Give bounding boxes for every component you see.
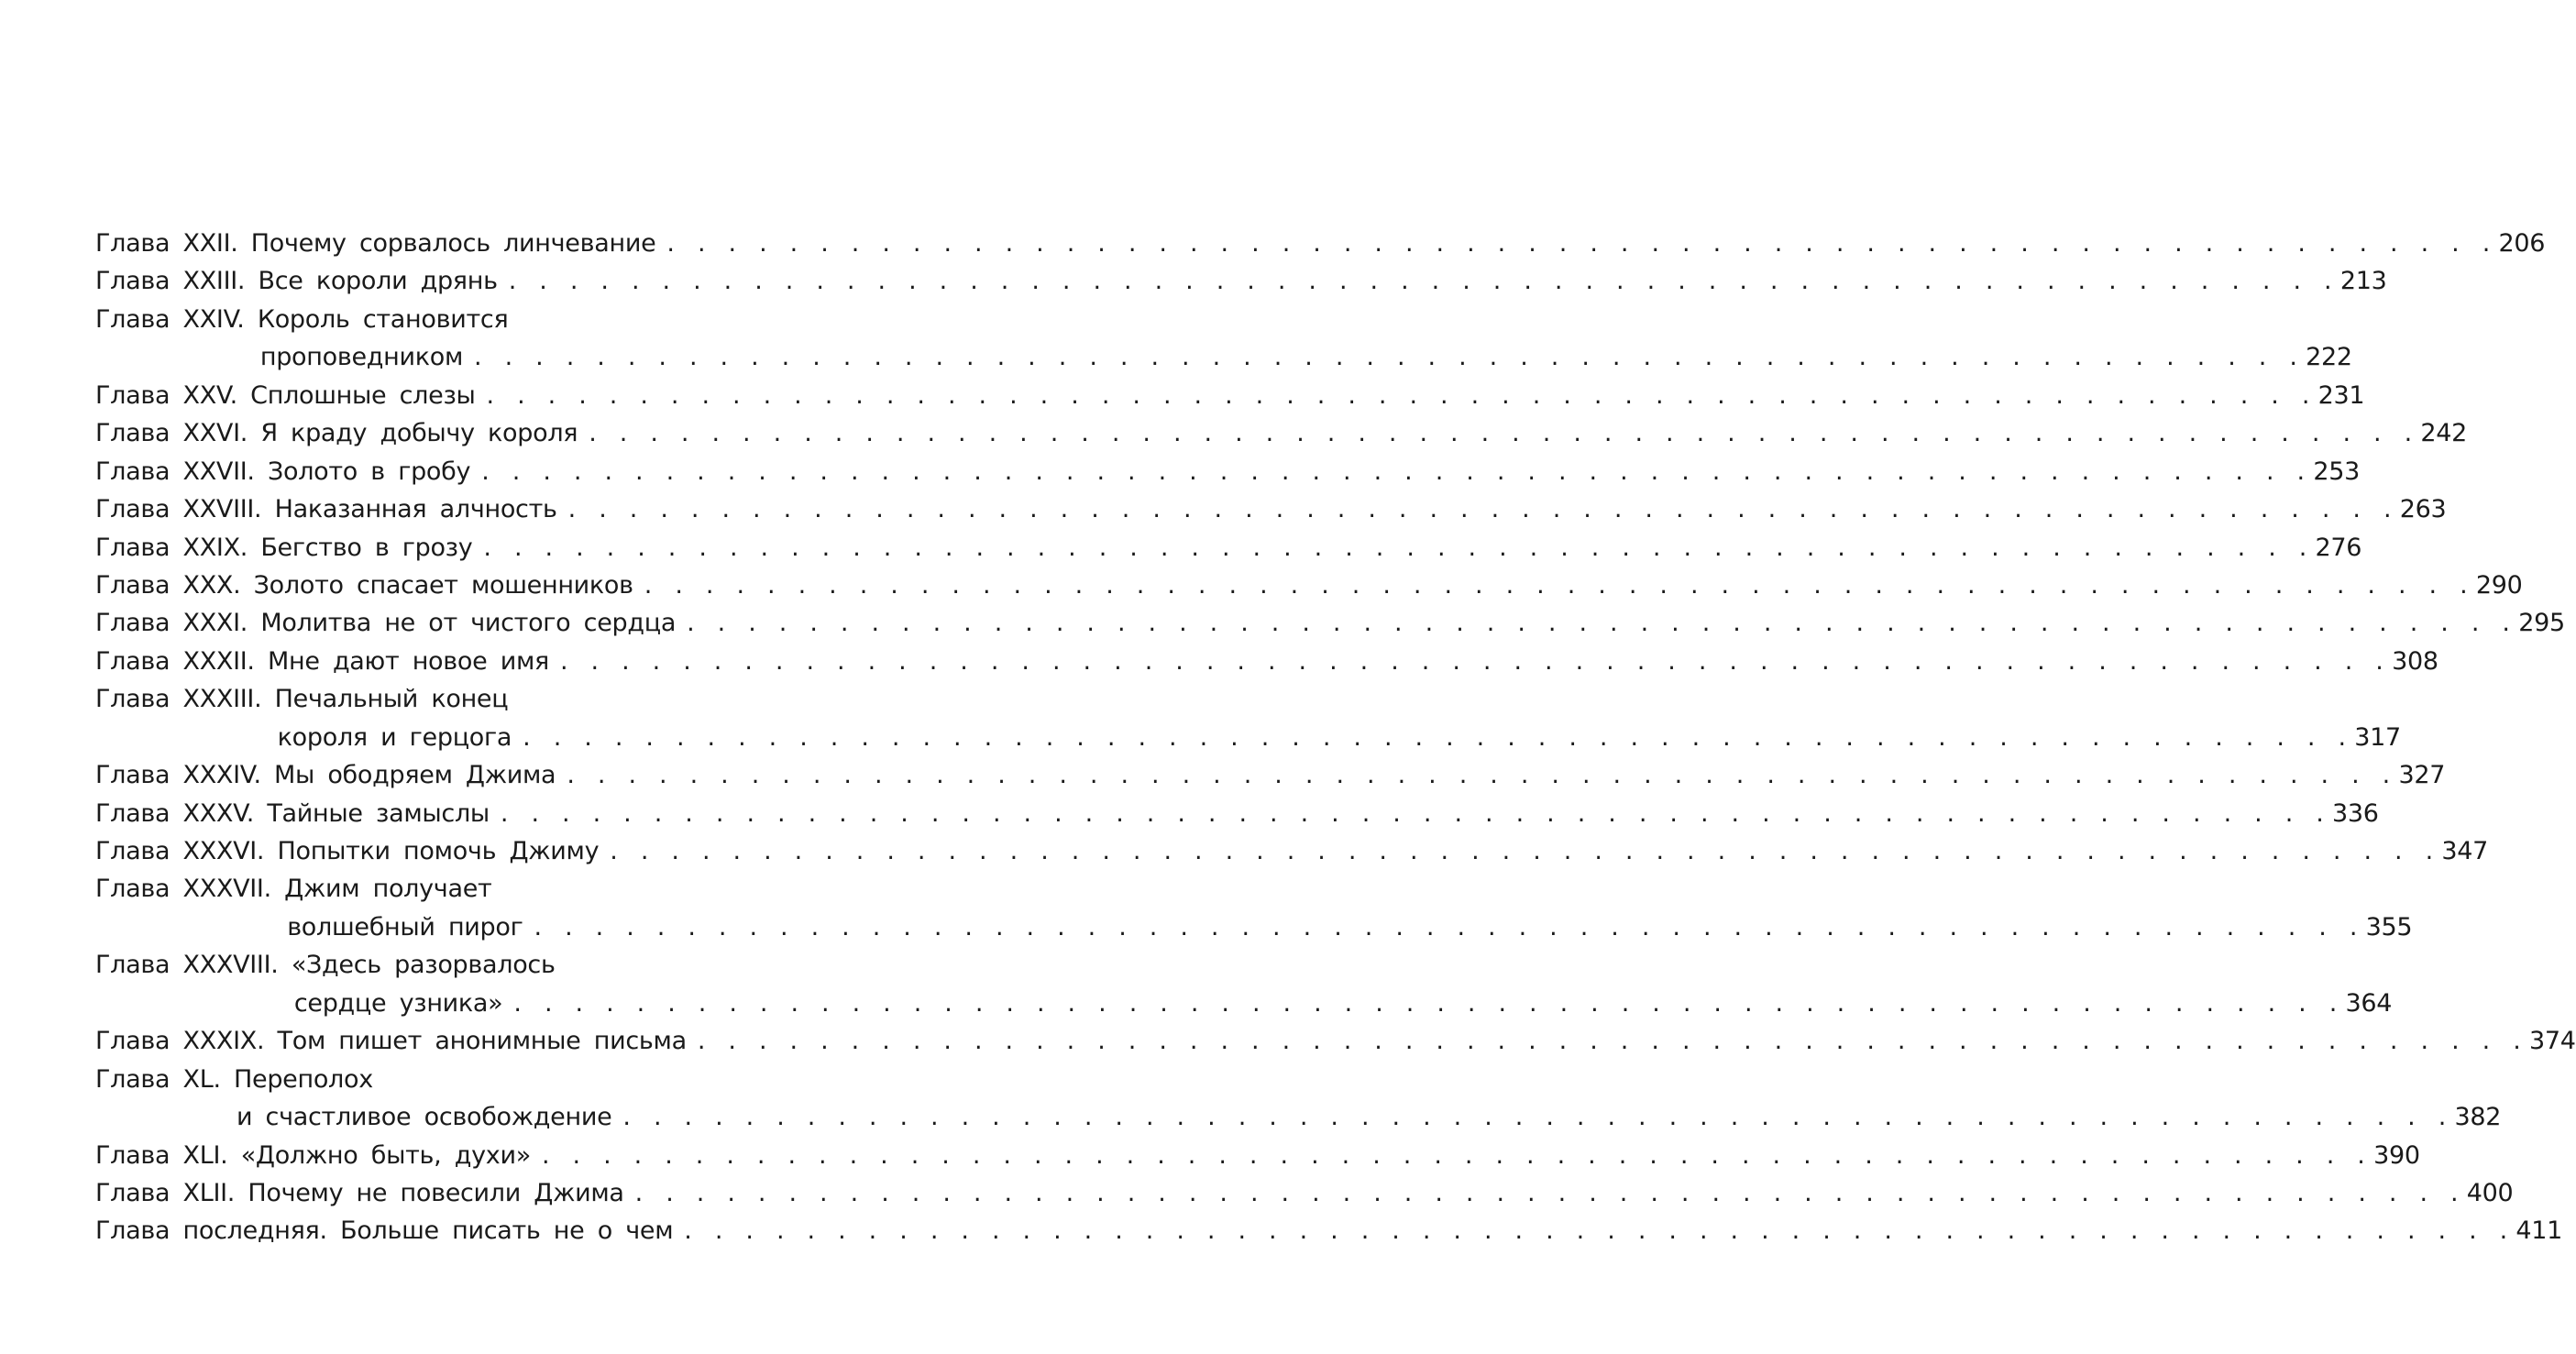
toc-entry [95, 643, 2438, 680]
chapter-title-continuation: сердце узника» [293, 988, 503, 1018]
toc-entry [95, 870, 812, 908]
dot-leader: . . . . . . . . . . . . . . . . . . . . . . . . . . . . . . . . . . . . . . . . . . . . . . . . . . . . . . . . . . . . [687, 609, 2515, 638]
dot-leader: . . . . . . . . . . . . . . . . . . . . . . . . . . . . . . . . . . . . . . . . . . . . . . . . . . . . . . . . . . . . [481, 457, 2310, 486]
toc-entry-continuation [95, 338, 2352, 376]
page-number: 290 [2475, 570, 2523, 600]
toc-entry [95, 414, 2467, 452]
toc-entry [95, 225, 2546, 262]
chapter-label: Глава XXII. [95, 229, 238, 258]
chapter-title: Печальный конец [261, 685, 509, 714]
page-number: 295 [2518, 609, 2565, 638]
toc-entry [95, 680, 812, 718]
toc-entry-continuation [95, 1098, 2502, 1136]
chapter-label: Глава XXIV. [95, 304, 245, 334]
chapter-label: Глава XXX. [95, 570, 241, 600]
dot-leader: . . . . . . . . . . . . . . . . . . . . . . . . . . . . . . . . . . . . . . . . . . . . . . . . . . . . . . . . . . . . [534, 912, 2362, 941]
dot-leader: . . . . . . . . . . . . . . . . . . . . . . . . . . . . . . . . . . . . . . . . . . . . . . . . . . . . . . . . . . . . [483, 533, 2312, 562]
chapter-label: Глава последняя. [95, 1216, 327, 1246]
dot-leader: . . . . . . . . . . . . . . . . . . . . . . . . . . . . . . . . . . . . . . . . . . . . . . . . . . . . . . . . . . . . [684, 1216, 2513, 1246]
toc-entry [95, 1061, 812, 1098]
dot-leader: . . . . . . . . . . . . . . . . . . . . . . . . . . . . . . . . . . . . . . . . . . . . . . . . . . . . . . . . . . . . [567, 495, 2396, 524]
dot-leader: . . . . . . . . . . . . . . . . . . . . . . . . . . . . . . . . . . . . . . . . . . . . . . . . . . . . . . . . . . . . [644, 570, 2472, 600]
toc-entry [95, 529, 2362, 567]
dot-leader: . . . . . . . . . . . . . . . . . . . . . . . . . . . . . . . . . . . . . . . . . . . . . . . . . . . . . . . . . . . . [559, 646, 2389, 676]
page-number: 263 [2399, 495, 2447, 524]
dot-leader: . . . . . . . . . . . . . . . . . . . . . . . . . . . . . . . . . . . . . . . . . . . . . . . . . . . . . . . . . . . . [567, 761, 2395, 790]
page-number: 390 [2373, 1140, 2420, 1170]
chapter-title: Мне дают новое имя [254, 646, 549, 676]
chapter-title: Мы ободряем Джима [260, 761, 556, 790]
dot-leader: . . . . . . . . . . . . . . . . . . . . . . . . . . . . . . . . . . . . . . . . . . . . . . . . . . . . . . . . . . . . [634, 1178, 2463, 1207]
chapter-title: Почему не повесили Джима [235, 1178, 624, 1207]
toc-entry [95, 604, 2565, 642]
toc-entry [95, 301, 812, 338]
toc-entry-continuation [95, 908, 2413, 946]
chapter-label: Глава XXVI. [95, 419, 248, 448]
chapter-title: Переполох [220, 1064, 373, 1094]
chapter-label: Глава XLI. [95, 1140, 228, 1170]
dot-leader: . . . . . . . . . . . . . . . . . . . . . . . . . . . . . . . . . . . . . . . . . . . . . . . . . . . . . . . . . . . . [500, 798, 2329, 828]
chapter-title: Почему сорвалось линчевание [237, 229, 656, 258]
chapter-title: Джим получает [270, 875, 492, 904]
page-number: 276 [2315, 533, 2362, 562]
chapter-title: Король становится [244, 304, 509, 334]
dot-leader: . . . . . . . . . . . . . . . . . . . . . . . . . . . . . . . . . . . . . . . . . . . . . . . . . . . . . . . . . . . . [523, 722, 2351, 752]
chapter-label: Глава XXVIII. [95, 495, 262, 524]
page-number: 336 [2332, 798, 2379, 828]
dot-leader: . . . . . . . . . . . . . . . . . . . . . . . . . . . . . . . . . . . . . . . . . . . . . . . . . . . . . . . . . . . . [508, 267, 2337, 296]
toc-entry [95, 1212, 2563, 1249]
chapter-title: Молитва не от чистого сердца [248, 609, 677, 638]
page-number: 253 [2313, 457, 2360, 486]
toc-entry [95, 946, 812, 984]
page-number: 308 [2392, 646, 2438, 676]
chapter-title-continuation: и счастливое освобождение [237, 1103, 612, 1132]
toc-entry [95, 377, 2365, 414]
toc-entry [95, 262, 2387, 300]
page-number: 222 [2306, 343, 2352, 372]
chapter-title: Том пишет анонимные письма [264, 1027, 687, 1056]
dot-leader: . . . . . . . . . . . . . . . . . . . . . . . . . . . . . . . . . . . . . . . . . . . . . . . . . . . . . . . . . . . . [486, 380, 2315, 410]
toc-entry-continuation [95, 719, 2401, 756]
chapter-label: Глава XXXIV. [95, 761, 261, 790]
chapter-title: Бегство в грозу [248, 533, 473, 562]
chapter-label: Глава XXVII. [95, 457, 255, 486]
toc-entry [95, 832, 2489, 870]
chapter-label: Глава XXIX. [95, 533, 248, 562]
chapter-title-continuation: проповедником [259, 343, 464, 372]
page-number: 364 [2345, 988, 2393, 1018]
chapter-label: Глава XLII. [95, 1178, 236, 1207]
chapter-title: Золото в гробу [254, 457, 471, 486]
page-number: 242 [2420, 419, 2467, 448]
toc-entry-continuation [95, 985, 2393, 1022]
chapter-label: Глава XXXI. [95, 609, 248, 638]
toc-entry [95, 453, 2360, 490]
toc-entry [95, 1022, 2576, 1060]
page-number: 327 [2398, 761, 2446, 790]
chapter-title: Я краду добычу короля [248, 419, 578, 448]
chapter-title-continuation: короля и герцога [277, 722, 512, 752]
dot-leader: . . . . . . . . . . . . . . . . . . . . . . . . . . . . . . . . . . . . . . . . . . . . . . . . . . . . . . . . . . . . [697, 1027, 2526, 1056]
toc-entry [95, 756, 2446, 794]
page-number: 382 [2454, 1103, 2502, 1132]
chapter-title: Наказанная алчность [261, 495, 557, 524]
chapter-title: Сплошные слезы [237, 380, 476, 410]
chapter-label: Глава XXXVIII. [95, 951, 279, 980]
page-number: 411 [2515, 1216, 2563, 1246]
chapter-title: Все короли дрянь [245, 267, 498, 296]
page-number: 374 [2528, 1027, 2576, 1056]
chapter-label: Глава XXXIX. [95, 1027, 265, 1056]
page-number: 355 [2365, 912, 2413, 941]
toc-entry [95, 490, 2447, 528]
dot-leader: . . . . . . . . . . . . . . . . . . . . . . . . . . . . . . . . . . . . . . . . . . . . . . . . . . . . . . . . . . . . [610, 837, 2438, 865]
page-number: 400 [2466, 1178, 2514, 1207]
chapter-title: «Здесь разорвалось [278, 951, 556, 980]
page-number: 231 [2317, 380, 2365, 410]
chapter-title: Попытки помочь Джиму [264, 837, 600, 865]
table-of-contents [95, 225, 2576, 1250]
chapter-label: Глава XXXV. [95, 798, 255, 828]
chapter-label: Глава XL. [95, 1064, 221, 1094]
page-number: 213 [2339, 267, 2387, 296]
toc-entry [95, 1174, 2514, 1212]
page-number: 317 [2354, 722, 2401, 752]
dot-leader: . . . . . . . . . . . . . . . . . . . . . . . . . . . . . . . . . . . . . . . . . . . . . . . . . . . . . . . . . . . . [622, 1103, 2451, 1132]
chapter-title-continuation: волшебный пирог [287, 912, 523, 941]
toc-entry [95, 1137, 2420, 1174]
chapter-label: Глава XXXII. [95, 646, 255, 676]
toc-entry [95, 795, 2379, 832]
chapter-title: Тайные замыслы [254, 798, 490, 828]
chapter-title: Больше писать не о чем [326, 1216, 674, 1246]
chapter-title: «Должно быть, духи» [227, 1140, 531, 1170]
dot-leader: . . . . . . . . . . . . . . . . . . . . . . . . . . . . . . . . . . . . . . . . . . . . . . . . . . . . . . . . . . . . [589, 419, 2417, 448]
chapter-label: Глава XXXVI. [95, 837, 265, 865]
page-number: 347 [2441, 837, 2489, 865]
page-number: 206 [2498, 229, 2546, 258]
dot-leader: . . . . . . . . . . . . . . . . . . . . . . . . . . . . . . . . . . . . . . . . . . . . . . . . . . . . . . . . . . . . [513, 988, 2342, 1018]
chapter-label: Глава XXV. [95, 380, 237, 410]
dot-leader: . . . . . . . . . . . . . . . . . . . . . . . . . . . . . . . . . . . . . . . . . . . . . . . . . . . . . . . . . . . . [474, 343, 2303, 372]
chapter-label: Глава XXXVII. [95, 875, 271, 904]
chapter-title: Золото спасает мошенников [240, 570, 633, 600]
chapter-label: Глава XXXIII. [95, 685, 262, 714]
dot-leader: . . . . . . . . . . . . . . . . . . . . . . . . . . . . . . . . . . . . . . . . . . . . . . . . . . . . . . . . . . . . [666, 229, 2495, 258]
toc-entry [95, 567, 2523, 604]
chapter-label: Глава XXIII. [95, 267, 246, 296]
dot-leader: . . . . . . . . . . . . . . . . . . . . . . . . . . . . . . . . . . . . . . . . . . . . . . . . . . . . . . . . . . . . [541, 1140, 2371, 1170]
